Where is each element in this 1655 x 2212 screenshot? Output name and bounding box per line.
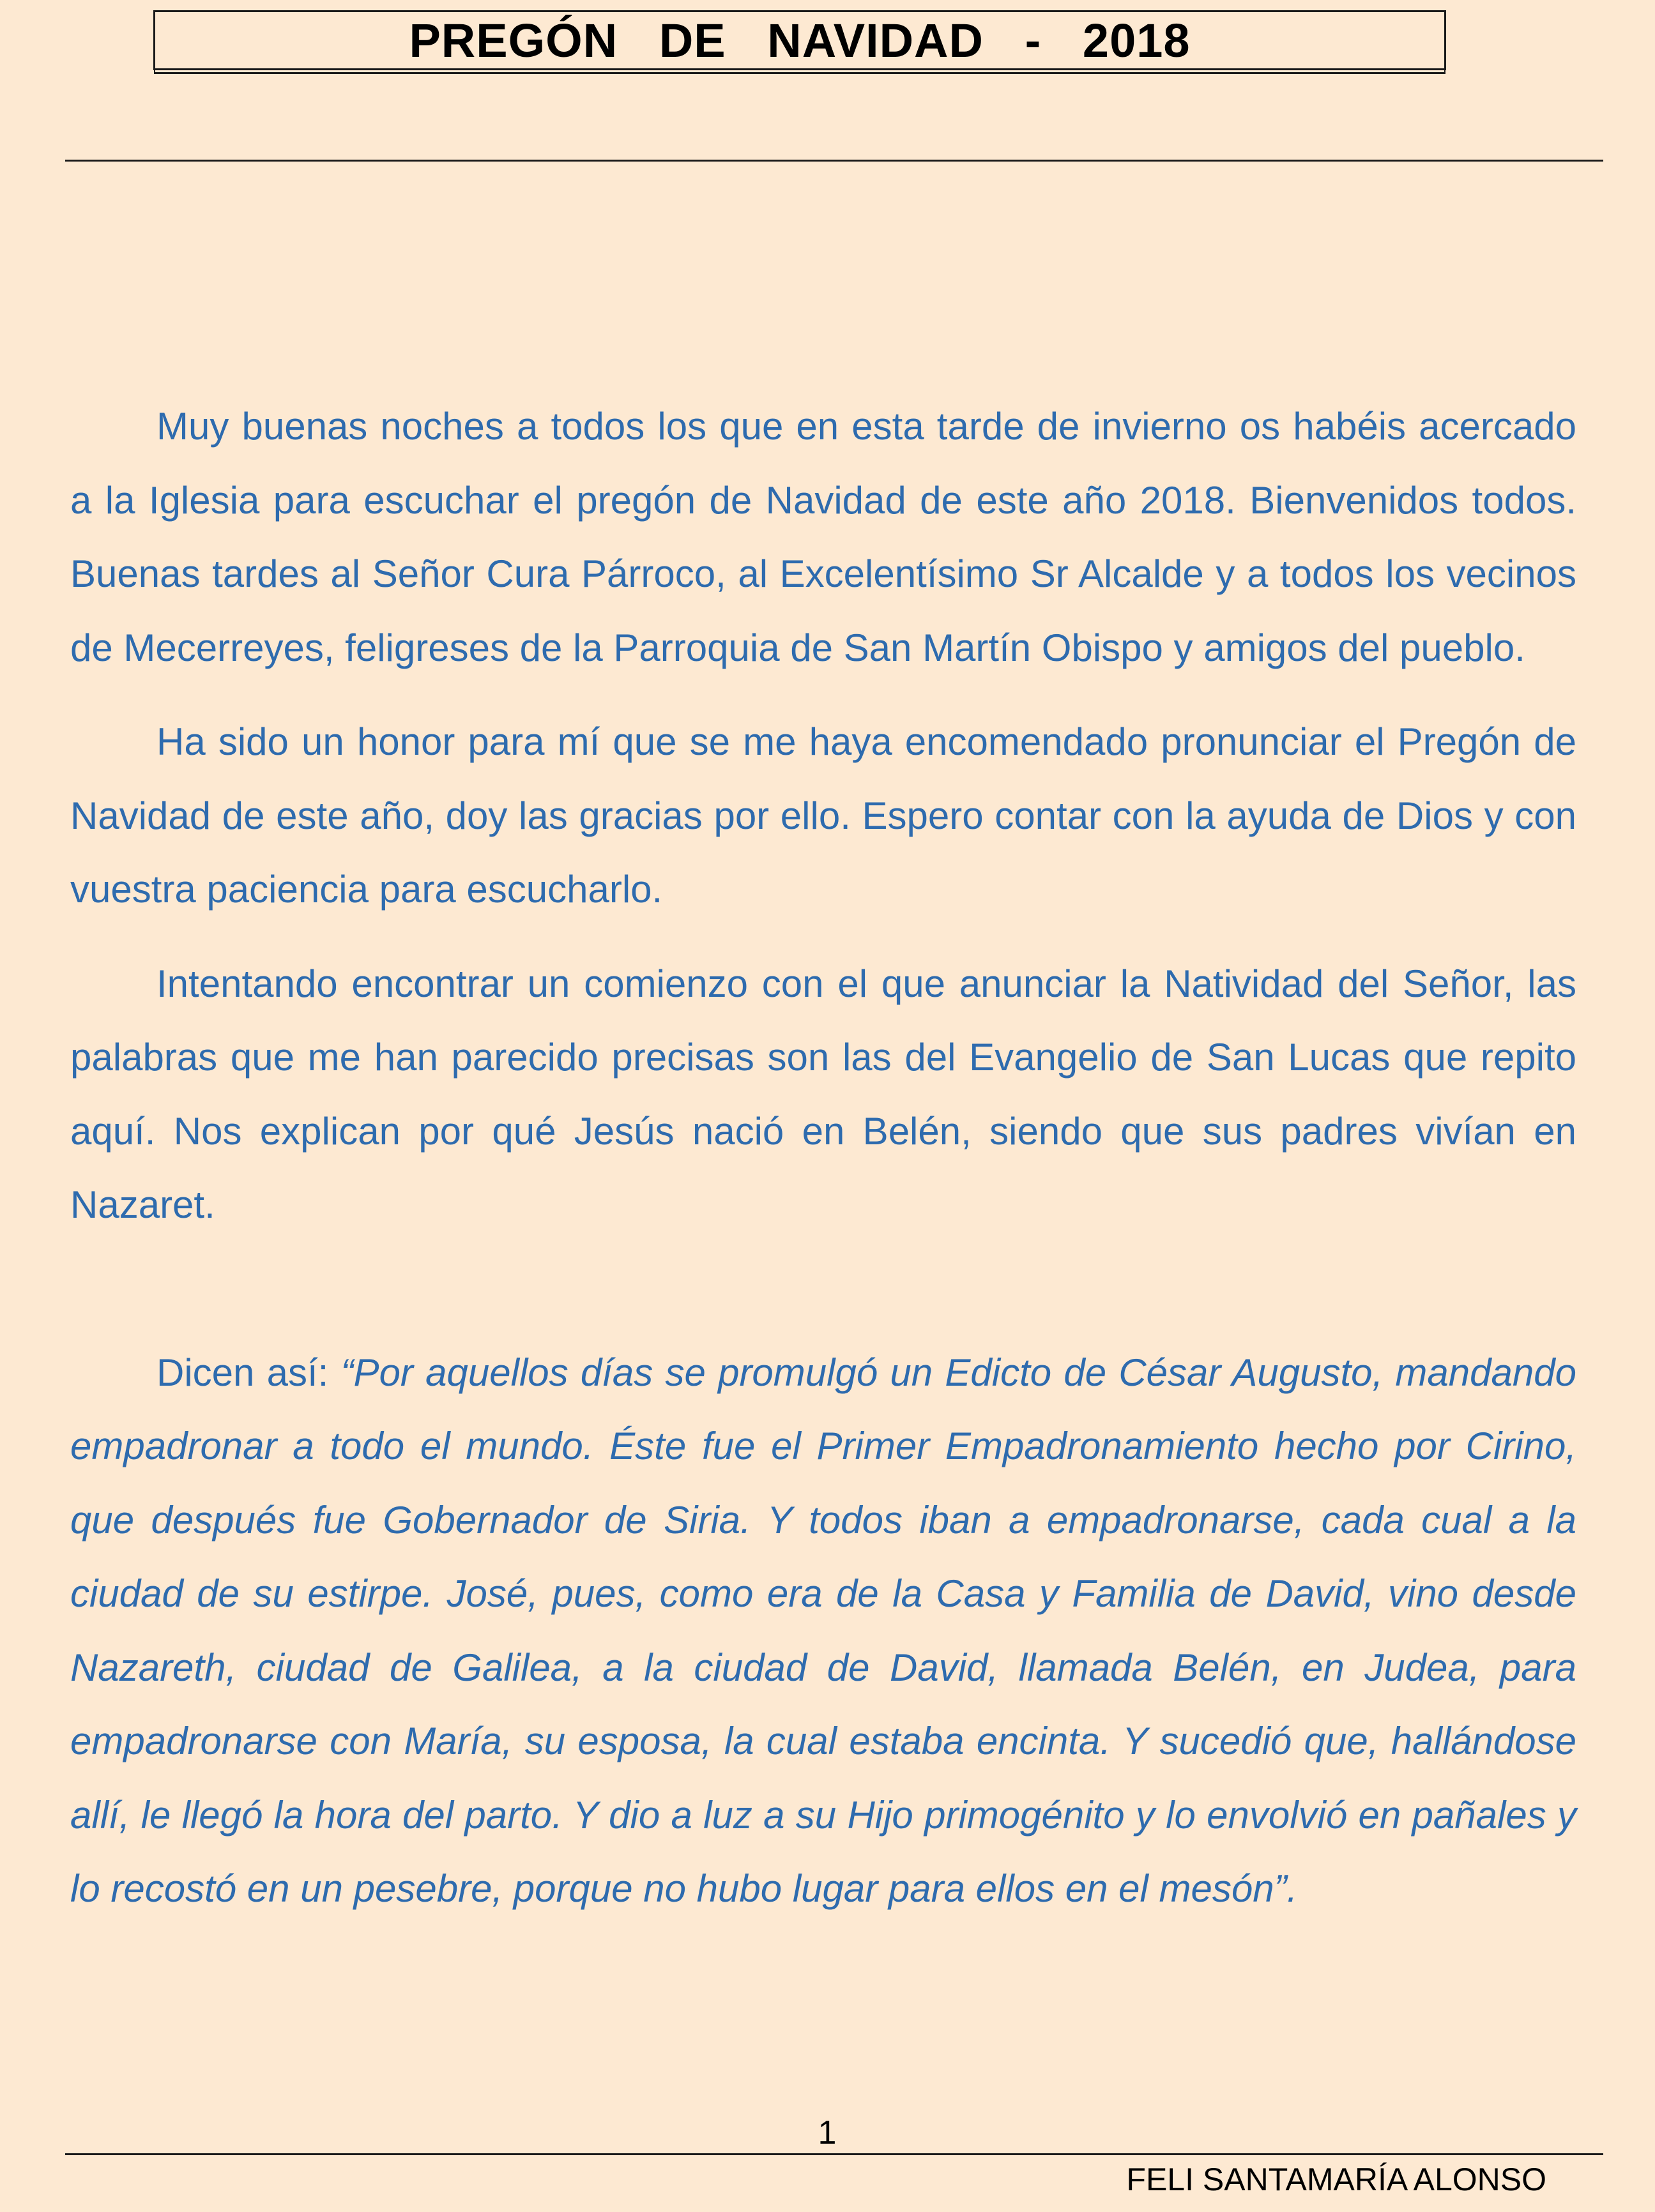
footer-divider [65,2153,1603,2155]
quote-intro: Dicen así: [156,1351,341,1394]
gospel-quote: “Por aquellos días se promulgó un Edicto de César Augusto, mandando empadronar a todo el mundo. Éste fue el Primer Empadronamiento hecho por Cirino, que después fue Gobernador de Siria. Y todos iban a empadronarse, cada cual a la ciudad de su estirpe. José, pues, como era de la Casa y Familia de David, vino desde Nazareth, ciudad de Galilea, a la ciudad de David, llamada Belén, en Judea, para empadronarse con María, su esposa, la cual estaba encinta. Y sucedió que, hallándose allí, le llegó la hora del parto. Y dio a luz a su Hijo primogénito y lo envolvió en pañales y lo recostó en un pesebre, porque no hubo lugar para ellos en el mesón”. [70,1351,1576,1910]
paragraph-honor: Ha sido un honor para mí que se me haya encomendado pronunciar el Pregón de Navidad de este año, doy las gracias por ello. Espero contar con la ayuda de Dios y con vuestra paciencia para escucharlo. [70,720,1576,911]
paragraph-gospel-quote [70,1336,1576,1926]
paragraph-intro: Intentando encontrar un comienzo con el que anunciar la Natividad del Señor, las palabras que me han parecido precisas son las del Evangelio de San Lucas que repito aquí. Nos explican por qué Jesús nació en Belén, siendo que sus padres vivían en Nazaret. [70,962,1576,1226]
title-box [153,10,1446,70]
header-divider [65,160,1603,162]
author-name: FELI SANTAMARÍA ALONSO [1126,2162,1546,2197]
document-body [70,390,1576,1926]
page-number: 1 [818,2114,837,2151]
page-title: PREGÓN DE NAVIDAD - 2018 [409,13,1191,67]
paragraph-greeting: Muy buenas noches a todos los que en esta tarde de invierno os habéis acercado a la Iglesia para escuchar el pregón de Navidad de este año 2018. Bienvenidos todos. Buenas tardes al Señor Cura Párroco, al Excelentísimo Sr Alcalde y a todos los vecinos de Mecerreyes, feligreses de la Parroquia de San Martín Obispo y amigos del pueblo. [70,405,1576,669]
